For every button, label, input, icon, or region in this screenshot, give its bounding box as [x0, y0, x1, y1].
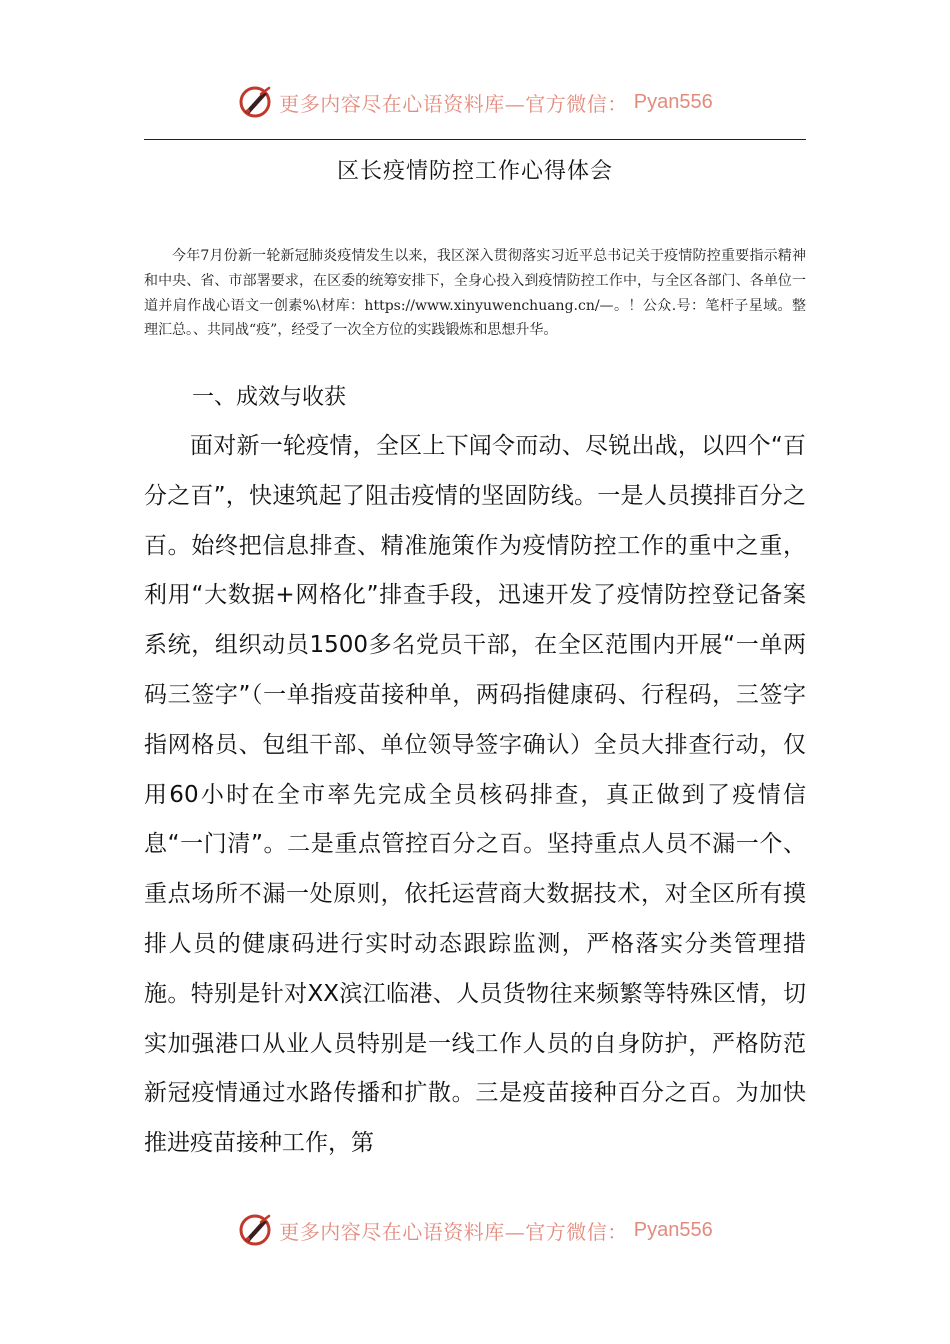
document-title: 区长疫情防控工作心得体会	[336, 159, 613, 184]
banner-wechat-id: Pyan556	[633, 90, 713, 113]
banner-wechat-id: Pyan556	[633, 1218, 713, 1241]
footer-watermark-banner	[0, 1208, 950, 1252]
header-watermark-banner	[0, 80, 950, 124]
banner-text: 更多内容尽在心语资料库—官方微信：	[279, 1219, 628, 1244]
intro-paragraph: 今年7月份新一轮新冠肺炎疫情发生以来，我区深入贯彻落实习近平总书记关于疫情防控重要指示精神和中央、省、市部署要求，在区委的统筹安排下，全身心投入到疫情防控工作中，与全区各部门、各单位一道并肩作战心语文一创素%\材库：https://www.xinyuwenchuang.cn/—。！公众.号：笔杆子星域。整理汇总。、共同战“疫”，经受了一次全方位的实践锻炼和思想升华。	[144, 248, 806, 339]
body-paragraph: 面对新一轮疫情，全区上下闻令而动、尽锐出战，以四个“百分之百”，快速筑起了阻击疫情的坚固防线。一是人员摸排百分之百。始终把信息排查、精准施策作为疫情防控工作的重中之重，利用“大数据+网格化”排查手段，迅速开发了疫情防控登记备案系统，组织动员1500多名党员干部，在全区范围内开展“一单两码三签字”（一单指疫苗接种单，两码指健康码、行程码，三签字指网格员、包组干部、单位领导签字确认）全员大排查行动，仅用60小时在全市率先完成全员核码排查，真正做到了疫情信息“一门清”。二是重点管控百分之百。坚持重点人员不漏一个、重点场所不漏一处原则，依托运营商大数据技术，对全区所有摸排人员的健康码进行实时动态跟踪监测，严格落实分类管理措施。特别是针对XX滨江临港、人员货物往来频繁等特殊区情，切实加强港口从业人员特别是一线工作人员的自身防护，严格防范新冠疫情通过水路传播和扩散。三是疫苗接种百分之百。为加快推进疫苗接种工作，第	[144, 433, 806, 1157]
header-divider	[144, 139, 806, 140]
quill-logo-icon	[237, 1212, 273, 1248]
banner-text: 更多内容尽在心语资料库—官方微信：	[279, 91, 628, 116]
section-heading: 一、成效与收获	[192, 385, 347, 410]
quill-logo-icon	[237, 84, 273, 120]
